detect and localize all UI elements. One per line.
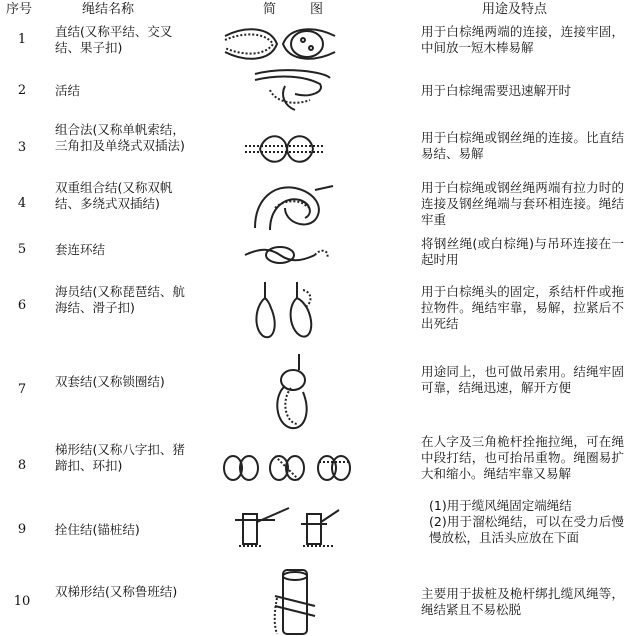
clove-hitch-icon (215, 442, 345, 492)
knot-name: 双套结(又称锁圈结) (55, 374, 165, 389)
row-number: 6 (17, 298, 27, 313)
use-line-1: (1)用于缆风绳固定端绳结 (429, 498, 572, 513)
knot-use: 用于白棕绳需要迅速解开时 (421, 83, 572, 98)
knot-use: 用于白棕绳头的固定，系结杆件或拖拉物件。绳结牢靠，易解，拉紧后不出死结 (421, 284, 624, 331)
header-figure-right: 图 (310, 2, 324, 17)
table-row (0, 236, 633, 276)
double-clove-hitch-icon (215, 568, 345, 636)
anchor-post-knot-icon (215, 506, 345, 550)
knot-name: 梯形结(又称八字扣、猪蹄扣、环扣) (55, 442, 185, 473)
knot-name: 拴住结(锚桩结) (55, 522, 140, 537)
header-num: 序号 (6, 2, 33, 17)
row-number: 5 (17, 242, 27, 257)
header-name: 绳结名称 (82, 2, 135, 17)
knot-use: 主要用于拔桩及桅杆绑扎缆风绳等，绳结紧且不易松脱 (421, 586, 624, 617)
knot-name: 活结 (55, 83, 81, 98)
chain-loop-knot-icon (215, 240, 345, 270)
row-number: 10 (13, 594, 31, 609)
knot-name: 双梯形结(又称鲁班结) (55, 584, 178, 599)
knot-name: 双重组合结(又称双帆结、多绕式双插结) (55, 180, 173, 211)
table-row (0, 352, 633, 432)
header-figure-left: 简 (263, 2, 277, 17)
knot-name: 组合法(又称单帆索结，三角扣及单绕式双插法) (55, 122, 185, 153)
knot-name: 海员结(又称琵琶结、航海结、滑子扣) (55, 284, 185, 315)
table-row (0, 434, 633, 500)
row-number: 3 (17, 140, 27, 155)
table-row (0, 120, 633, 176)
knot-use: 用于白棕绳或钢丝绳两端有拉力时的连接及钢丝绳端与套环相连接。绳结牢重 (421, 180, 624, 227)
row-number: 1 (17, 32, 27, 47)
row-number: 7 (17, 382, 27, 397)
double-loop-knot-icon (215, 352, 345, 432)
table-row (0, 66, 633, 116)
knot-use: 将钢丝绳(或白棕绳)与吊环连接在一起时用 (421, 236, 624, 267)
bowline-knot-icon (215, 278, 345, 344)
row-number: 2 (17, 83, 27, 98)
slip-knot-icon (215, 66, 345, 112)
knot-use: 用于白棕绳或钢丝绳的连接。比直结易结、易解 (421, 130, 624, 161)
header-use: 用途及特点 (482, 2, 548, 17)
row-number: 8 (17, 458, 27, 473)
row-number: 4 (17, 196, 27, 211)
knot-name: 直结(又称平结、交叉结、果子扣) (55, 24, 173, 55)
table-row (0, 178, 633, 234)
double-sheet-bend-icon (215, 178, 345, 234)
table-row (0, 278, 633, 350)
knot-use: 用途同上，也可做吊索用。结绳牢固可靠，结绳迅速，解开方便 (421, 364, 624, 395)
table-row (0, 498, 633, 564)
knot-use: 用于白棕绳两端的连接，连接牢固，中间放一短木棒易解 (421, 24, 624, 55)
table-row (0, 566, 633, 636)
sheet-bend-icon (215, 124, 345, 174)
knot-use: 在人字及三角桅杆拴拖拉绳，可在绳中段打结，也可抬吊重物。绳圈易扩大和缩小。绳结牢靠又易解 (421, 434, 624, 481)
use-line-2: (2)用于溜松绳结，可以在受力后慢慢放松，且活头应放在下面 (429, 514, 624, 545)
knot-use (421, 498, 624, 546)
square-knot-icon (215, 22, 345, 66)
row-number: 9 (17, 522, 27, 537)
knot-name: 套连环结 (55, 242, 106, 257)
